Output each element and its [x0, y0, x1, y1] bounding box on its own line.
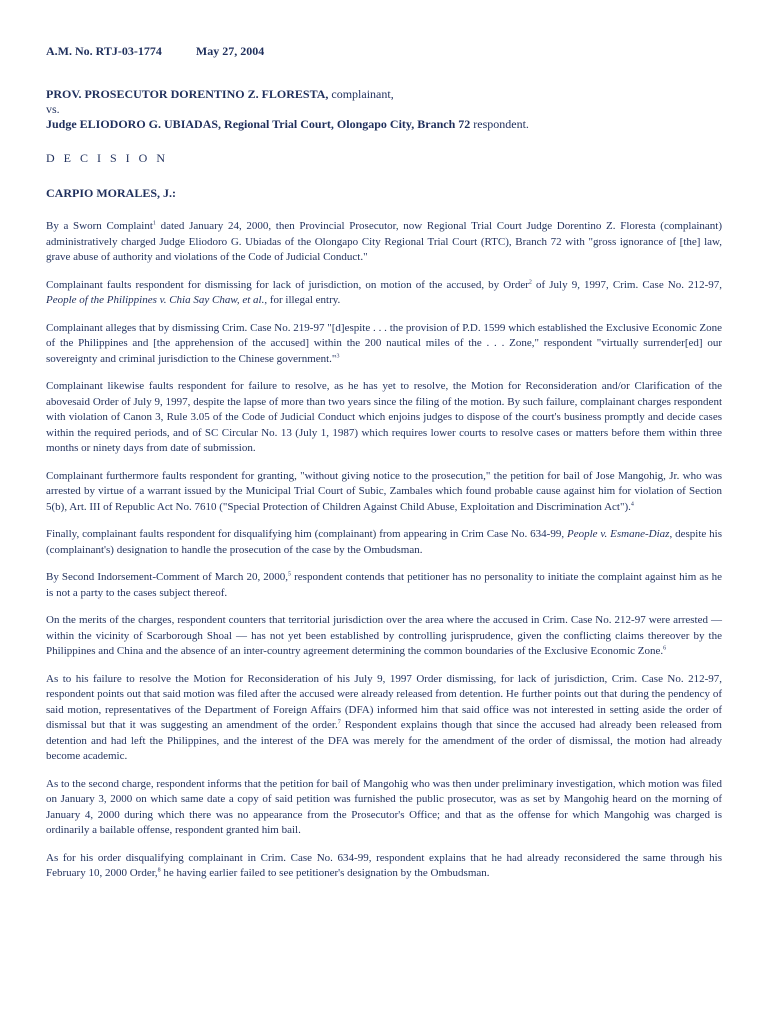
paragraph-2: Complainant faults respondent for dismissing for lack of jurisdiction, on motion of the accused, by Order$^2$ of July 9, 1997, Crim. Case No. 212-97, People of the Philippines v. Chia Say Chaw, et al., for illegal entry.	[46, 278, 722, 306]
case-title: People of the Philippines v. Chia Say Chaw, et al.	[46, 294, 265, 306]
versus-label: vs.	[46, 102, 60, 116]
respondent-name: Judge ELIODORO G. UBIADAS, Regional Trial Court, Olongapo City, Branch 72	[46, 117, 471, 131]
paragraph-7: By Second Indorsement-Comment of March 20, 2000,$^5$ respondent contends that petitioner has no personality to initiate the complaint against him as he is not a party to the cases subject thereof.	[46, 571, 722, 599]
decision-title: D E C I S I O N	[46, 151, 168, 165]
paragraph-8: On the merits of the charges, respondent counters that territorial jurisdiction over the area where the accused in Crim. Case No. 212-97 were arrested — within the vicinity of Scarborough Shoal — has not yet been established by controlling jurisprudence, given the conflicting claims thereover by the Philippines and China and the absence of an inter-country agreement determining the common boundaries of the Exclusive Economic Zone.$^6$	[46, 614, 722, 657]
case-parties	[46, 87, 722, 132]
footnote-ref[interactable]: 5	[288, 571, 292, 578]
respondent-role: respondent.	[470, 117, 529, 131]
case-header	[46, 44, 722, 59]
complainant-name: PROV. PROSECUTOR DORENTINO Z. FLORESTA,	[46, 87, 329, 101]
paragraph-4: Complainant likewise faults respondent for failure to resolve, as he has yet to resolve, the Motion for Reconsideration and/or Clarification of the abovesaid Order of July 9, 1997, despite the lapse of more than two years since the filing of the motion. By such failure, complainant charges respondent with violation of Canon 3, Rule 3.05 of the Code of Judicial Conduct which enjoins judges to dispose of the court's business promptly and decide cases within the required periods, and of SC Circular No. 13 (July 1, 1987) which requires lower courts to resolve cases or matters before them within three months or ninety days from date of submission.	[46, 380, 722, 454]
paragraph-9: As to his failure to resolve the Motion for Reconsideration of his July 9, 1997 Order dismissing, for lack of jurisdiction, Crim. Case No. 212-97, respondent points out that said motion was filed after the accused were already released from detention. He further points out that during the pendency of said motion, representatives of the Department of Foreign Affairs (DFA) informed him that said office was not interested in setting aside the order of dismissal but that it was suggesting an amendment of the order.$^7$ Respondent explains though that since the accused had already been released from detention and had left the Philippines, and the interest of the DFA was merely for the amendment of the order of dismissal, the motion had already become academic.	[46, 672, 722, 762]
complainant-role: complainant,	[328, 87, 394, 101]
paragraph-11: As for his order disqualifying complainant in Crim. Case No. 634-99, respondent explains that he had already reconsidered the same through his February 10, 2000 Order,$^8$ he having earlier failed to see petitioner's designation by the Ombudsman.	[46, 851, 722, 879]
paragraph-6: Finally, complainant faults respondent for disqualifying him (complainant) from appearing in Crim Case No. 634-99, People v. Esmane-Diaz, despite his (complainant's) designation to handle the prosecution of the case by the Ombudsman.	[46, 528, 722, 556]
footnote-ref[interactable]: 4	[630, 500, 634, 507]
paragraph-10: As to the second charge, respondent informs that the petition for bail of Mangohig who was then under preliminary investigation, which motion was filed on January 3, 2000 on which same date a copy of said petition was furnished the public prosecutor, was as set by Mangohig heard on the morning of January 4, 2000 during which there was no appearance from the Prosecutor's Office; and that as the offense for which Mangohig was charged is ordinarily a bailable offense, respondent granted him bail.	[46, 777, 722, 836]
footnote-ref[interactable]: 7	[337, 719, 341, 726]
footnote-ref[interactable]: 1	[152, 220, 156, 227]
decision-date: May 27, 2004	[195, 44, 265, 58]
paragraph-5: Complainant furthermore faults respondent for granting, "without giving notice to the prosecution," the petition for bail of Jose Mangohig, Jr. who was arrested by virtue of a warrant issued by the Municipal Trial Court of Subic, Zambales which found probable cause against him for violation of Section 5(b), Art. III of Republic Act No. 7610 ("Special Protection of Children Against Child Abuse, Exploitation and Discrimination Act").$^4$	[46, 469, 722, 513]
footnote-ref[interactable]: 6	[663, 645, 667, 652]
paragraph-1: By a Sworn Complaint$^1$ dated January 24, 2000, then Provincial Prosecutor, now Regional Trial Court Judge Dorentino Z. Floresta (complainant) administratively charged Judge Eliodoro G. Ubiadas of the Olongapo City Regional Trial Court (RTC), Branch 72 with "gross ignorance of [the] law, grave abuse of authority and violations of the Code of Judicial Conduct."	[46, 220, 723, 263]
footnote-ref[interactable]: 3	[336, 352, 340, 359]
case-title: People v. Esmane-Diaz	[566, 528, 670, 540]
ponente: CARPIO MORALES, J.:	[46, 186, 177, 200]
footnote-ref[interactable]: 8	[157, 867, 161, 874]
paragraph-3: Complainant alleges that by dismissing Crim. Case No. 219-97 "[d]espite . . . the provision of P.D. 1599 which established the Exclusive Economic Zone of the Philippines and [the apprehension of the accused] within the 200 nautical miles of the . . . Zone," respondent "virtually surrender[ed] our sovereignty and criminal jurisdiction to the Chinese government."$^3$	[46, 321, 722, 365]
footnote-ref[interactable]: 2	[528, 278, 532, 285]
case-number: A.M. No. RTJ-03-1774	[46, 44, 162, 58]
